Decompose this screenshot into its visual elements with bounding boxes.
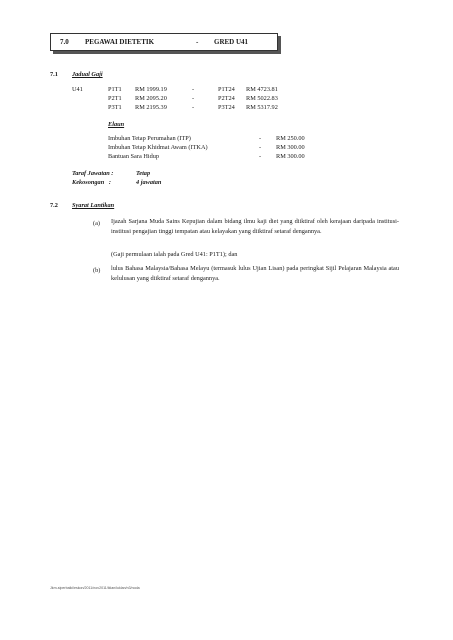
allowance-name: Bantuan Sara Hidup (108, 153, 160, 160)
footer-path: Jkm-siperbaiki/eskon/2011/nov2011/iklan/iuklan/n3/noda (50, 586, 140, 590)
salary-amount-end: RM 5022.83 (246, 95, 278, 102)
salary-step-end: P2T24 (218, 95, 235, 102)
salary-amount-start: RM 1999.19 (135, 86, 167, 93)
item-b-text: lulus Bahasa Malaysia/Bahasa Melayu (termasuk lulus Ujian Lisan) pada peringkat Sijil Pelajaran Malaysia atau kelulusan yang diiktiraf setaraf dengannya. (111, 265, 399, 282)
header-grade: GRED U41 (214, 38, 249, 46)
allowance-name: Imbuhan Tetap Perumahan (ITP) (108, 135, 191, 142)
salary-step-end: P1T24 (218, 86, 235, 93)
salary-step-start: P1T1 (108, 86, 122, 93)
item-b-marker: (b) (93, 267, 101, 274)
header-dash: - (196, 38, 199, 46)
allowance-dash: - (259, 144, 262, 151)
vacancy-label: Kekosongan : (72, 179, 112, 186)
section-header-box (50, 33, 278, 51)
allowance-dash: - (259, 153, 262, 160)
section-2-title: Syarat Lantikan (72, 202, 115, 209)
section-1-number: 7.1 (50, 71, 58, 78)
header-number: 7.0 (60, 38, 69, 46)
salary-amount-start: RM 2095.20 (135, 95, 167, 102)
item-a-note: (Gaji permulaan ialah pada Gred U41: P1T1); dan (111, 251, 238, 258)
salary-dash: - (192, 95, 195, 102)
salary-grade-code: U41 (72, 86, 83, 93)
vacancy-value: 4 jawatan (136, 179, 162, 186)
item-a-text: Ijazah Sarjana Muda Sains Kepujian dalam bidang ilmu kaji diet yang diiktiraf oleh kerajaan daripada institusi-institusi pengajian tinggi tempatan atau kelayakan yang diiktiraf setaraf dengannya. (111, 218, 399, 235)
section-1-title: Jadual Gaji (72, 71, 103, 78)
allowance-dash: - (259, 135, 262, 142)
salary-dash: - (192, 86, 195, 93)
section-2-number: 7.2 (50, 202, 58, 209)
item-a-marker: (a) (93, 220, 100, 227)
allowance-name: Imbuhan Tetap Khidmat Awam (ITKA) (108, 144, 208, 151)
salary-dash: - (192, 104, 195, 111)
salary-amount-end: RM 4723.81 (246, 86, 278, 93)
status-label: Taraf Jawatan : (72, 170, 114, 177)
salary-step-start: P2T1 (108, 95, 122, 102)
salary-step-start: P3T1 (108, 104, 122, 111)
header-title: PEGAWAI DIETETIK (85, 38, 155, 46)
allowance-amount: RM 250.00 (276, 135, 305, 142)
allowance-title: Elaun (108, 121, 125, 128)
salary-amount-start: RM 2195.39 (135, 104, 167, 111)
status-value: Tetap (136, 170, 151, 177)
allowance-amount: RM 300.00 (276, 153, 305, 160)
salary-step-end: P3T24 (218, 104, 235, 111)
allowance-amount: RM 300.00 (276, 144, 305, 151)
salary-amount-end: RM 5317.92 (246, 104, 278, 111)
